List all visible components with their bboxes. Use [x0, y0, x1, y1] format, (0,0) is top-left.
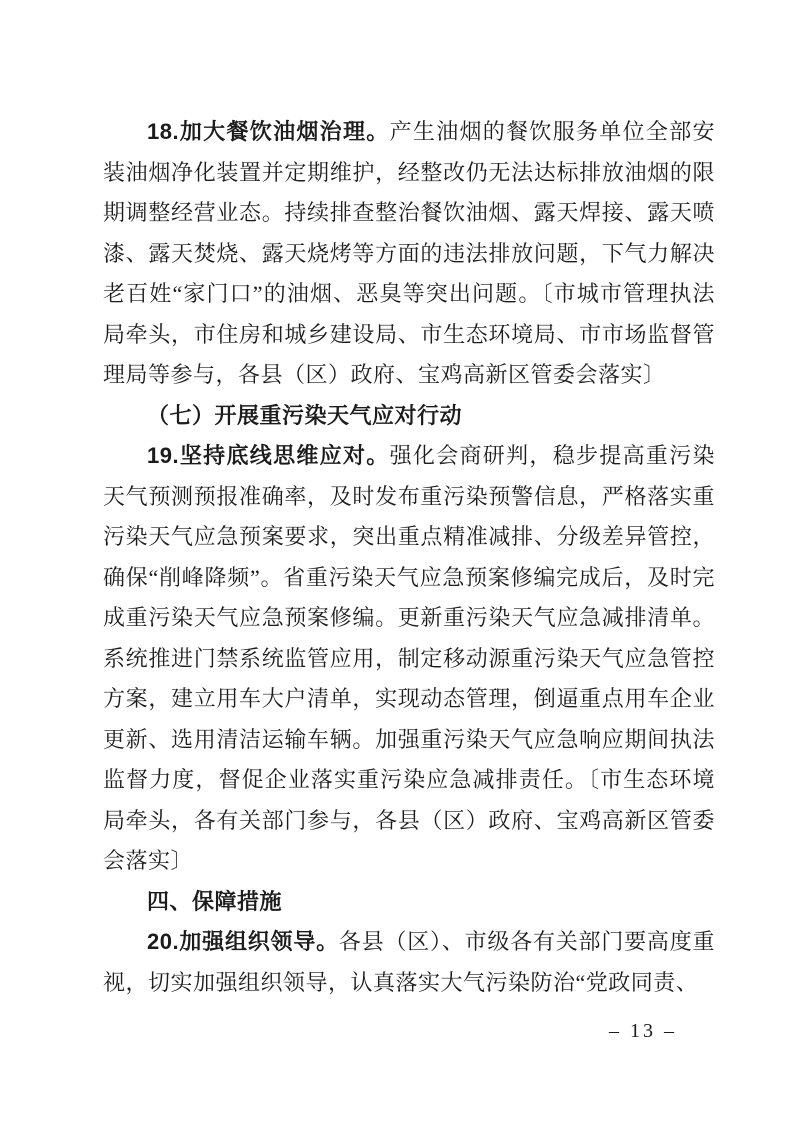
paragraph-item-18 [103, 112, 715, 396]
chapter-heading-4: 四、保障措施 [147, 888, 283, 914]
paragraph-item-20 [103, 922, 715, 1003]
document-body [103, 112, 715, 1003]
paragraph-20-lead: 20.加强组织领导。 [147, 929, 339, 954]
paragraph-18-text: 产生油烟的餐饮服务单位全部安装油烟净化装置并定期维护，经整改仍无法达标排放油烟的限期调整经营业态。持续排查整治餐饮油烟、露天焊接、露天喷漆、露天焚烧、露天烧烤等方面的违法排放问题，下气力解决老百姓“家门口”的油烟、恶臭等突出问题。〔市城市管理执法局牵头，市住房和城乡建设局、市生态环境局、市市场监督管理局等参与，各县（区）政府、宝鸡高新区管委会落实〕 [103, 119, 715, 387]
section-heading-7: （七）开展重污染天气应对行动 [147, 402, 463, 428]
paragraph-19-text: 强化会商研判，稳步提高重污染天气预测预报准确率，及时发布重污染预警信息，严格落实重污染天气应急预案要求，突出重点精准减排、分级差异管控，确保“削峰降频”。省重污染天气应急预案修编完成后，及时完成重污染天气应急预案修编。更新重污染天气应急减排清单。系统推进门禁系统监管应用，制定移动源重污染天气应急管控方案，建立用车大户清单，实现动态管理，倒逼重点用车企业更新、选用清洁运输车辆。加强重污染天气应急响应期间执法监督力度，督促企业落实重污染应急减排责任。〔市生态环境局牵头，各有关部门参与，各县（区）政府、宝鸡高新区管委会落实〕 [103, 443, 715, 873]
paragraph-item-19 [103, 436, 715, 882]
paragraph-18-lead: 18.加大餐饮油烟治理。 [147, 119, 390, 144]
paragraph-20-text: 各县（区）、市级各有关部门要高度重视，切实加强组织领导，认真落实大气污染防治“党政同责、 [103, 929, 715, 995]
page-number: – 13 – [609, 1020, 677, 1042]
paragraph-19-lead: 19.坚持底线思维应对。 [147, 443, 390, 468]
